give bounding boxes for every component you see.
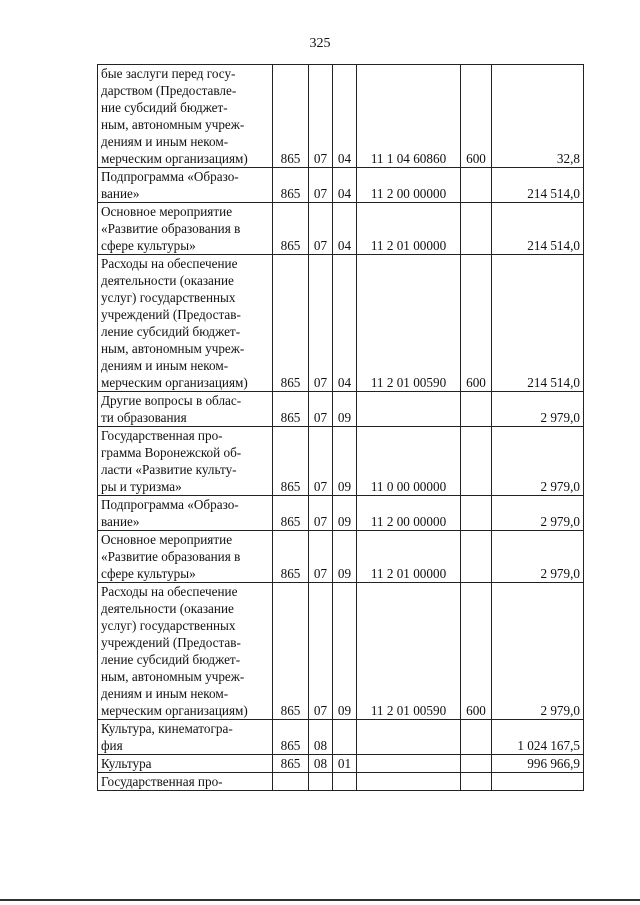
section-code: 07 [309,392,333,427]
expense-type-code [461,392,492,427]
section-code: 08 [309,755,333,773]
budget-table [97,64,584,791]
expense-type-code: 600 [461,65,492,168]
amount: 2 979,0 [492,392,584,427]
section-code: 07 [309,531,333,583]
row-name: Подпрограмма «Образо- вание» [98,168,273,203]
section-code: 08 [309,720,333,755]
section-code: 07 [309,203,333,255]
target-code [357,392,461,427]
amount: 214 514,0 [492,203,584,255]
ministry-code: 865 [273,755,309,773]
target-code: 11 2 01 00000 [357,531,461,583]
row-name: Культура, кинематогра- фия [98,720,273,755]
subsection-code: 09 [333,496,357,531]
row-name: Основное мероприятие «Развитие образования в сфере культуры» [98,203,273,255]
ministry-code: 865 [273,427,309,496]
table-row [98,773,584,791]
ministry-code [273,773,309,791]
ministry-code: 865 [273,583,309,720]
table-row [98,583,584,720]
row-name: бые заслуги перед госу- дарством (Предоставле- ние субсидий бюджет- ным, автономным учреж- дениям и иным неком- мерческим организациям) [98,65,273,168]
expense-type-code: 600 [461,583,492,720]
section-code: 07 [309,65,333,168]
amount: 32,8 [492,65,584,168]
subsection-code: 04 [333,255,357,392]
ministry-code: 865 [273,65,309,168]
row-name: Основное мероприятие «Развитие образования в сфере культуры» [98,531,273,583]
expense-type-code [461,773,492,791]
target-code: 11 2 01 00590 [357,255,461,392]
section-code: 07 [309,255,333,392]
table-row [98,255,584,392]
table-row [98,168,584,203]
amount [492,773,584,791]
subsection-code: 04 [333,168,357,203]
target-code [357,773,461,791]
section-code: 07 [309,168,333,203]
amount: 996 966,9 [492,755,584,773]
section-code [309,773,333,791]
row-name: Другие вопросы в облас- ти образования [98,392,273,427]
row-name: Государственная про- грамма Воронежской об- ласти «Развитие культу- ры и туризма» [98,427,273,496]
subsection-code: 09 [333,392,357,427]
amount: 214 514,0 [492,255,584,392]
target-code [357,720,461,755]
section-code: 07 [309,427,333,496]
expense-type-code [461,531,492,583]
expense-type-code [461,203,492,255]
target-code [357,755,461,773]
table-row [98,427,584,496]
row-name: Подпрограмма «Образо- вание» [98,496,273,531]
expense-type-code [461,496,492,531]
subsection-code: 09 [333,583,357,720]
target-code: 11 1 04 60860 [357,65,461,168]
table-row [98,203,584,255]
ministry-code: 865 [273,392,309,427]
subsection-code: 04 [333,203,357,255]
row-name: Расходы на обеспечение деятельности (оказание услуг) государственных учреждений (Предостав- ление субсидий бюджет- ным, автономным учреж- дениям и иным неком- мерческим организациям) [98,583,273,720]
amount: 2 979,0 [492,427,584,496]
expense-type-code [461,168,492,203]
row-name: Государственная про- [98,773,273,791]
table-row [98,755,584,773]
ministry-code: 865 [273,203,309,255]
section-code: 07 [309,583,333,720]
amount: 2 979,0 [492,531,584,583]
table-row [98,65,584,168]
bottom-rule [0,899,640,901]
section-code: 07 [309,496,333,531]
target-code: 11 2 01 00590 [357,583,461,720]
target-code: 11 0 00 00000 [357,427,461,496]
amount: 2 979,0 [492,496,584,531]
target-code: 11 2 00 00000 [357,496,461,531]
row-name: Расходы на обеспечение деятельности (оказание услуг) государственных учреждений (Предостав- ление субсидий бюджет- ным, автономным учреж- дениям и иным неком- мерческим организациям) [98,255,273,392]
target-code: 11 2 01 00000 [357,203,461,255]
expense-type-code [461,755,492,773]
ministry-code: 865 [273,255,309,392]
table-row [98,720,584,755]
subsection-code: 01 [333,755,357,773]
table-row [98,531,584,583]
subsection-code: 04 [333,65,357,168]
expense-type-code [461,427,492,496]
amount: 214 514,0 [492,168,584,203]
subsection-code: 09 [333,427,357,496]
subsection-code [333,720,357,755]
page-number: 325 [309,36,331,51]
subsection-code: 09 [333,531,357,583]
amount: 2 979,0 [492,583,584,720]
subsection-code [333,773,357,791]
row-name: Культура [98,755,273,773]
ministry-code: 865 [273,720,309,755]
table-row [98,392,584,427]
ministry-code: 865 [273,496,309,531]
target-code: 11 2 00 00000 [357,168,461,203]
ministry-code: 865 [273,168,309,203]
amount: 1 024 167,5 [492,720,584,755]
ministry-code: 865 [273,531,309,583]
table-row [98,496,584,531]
expense-type-code: 600 [461,255,492,392]
expense-type-code [461,720,492,755]
